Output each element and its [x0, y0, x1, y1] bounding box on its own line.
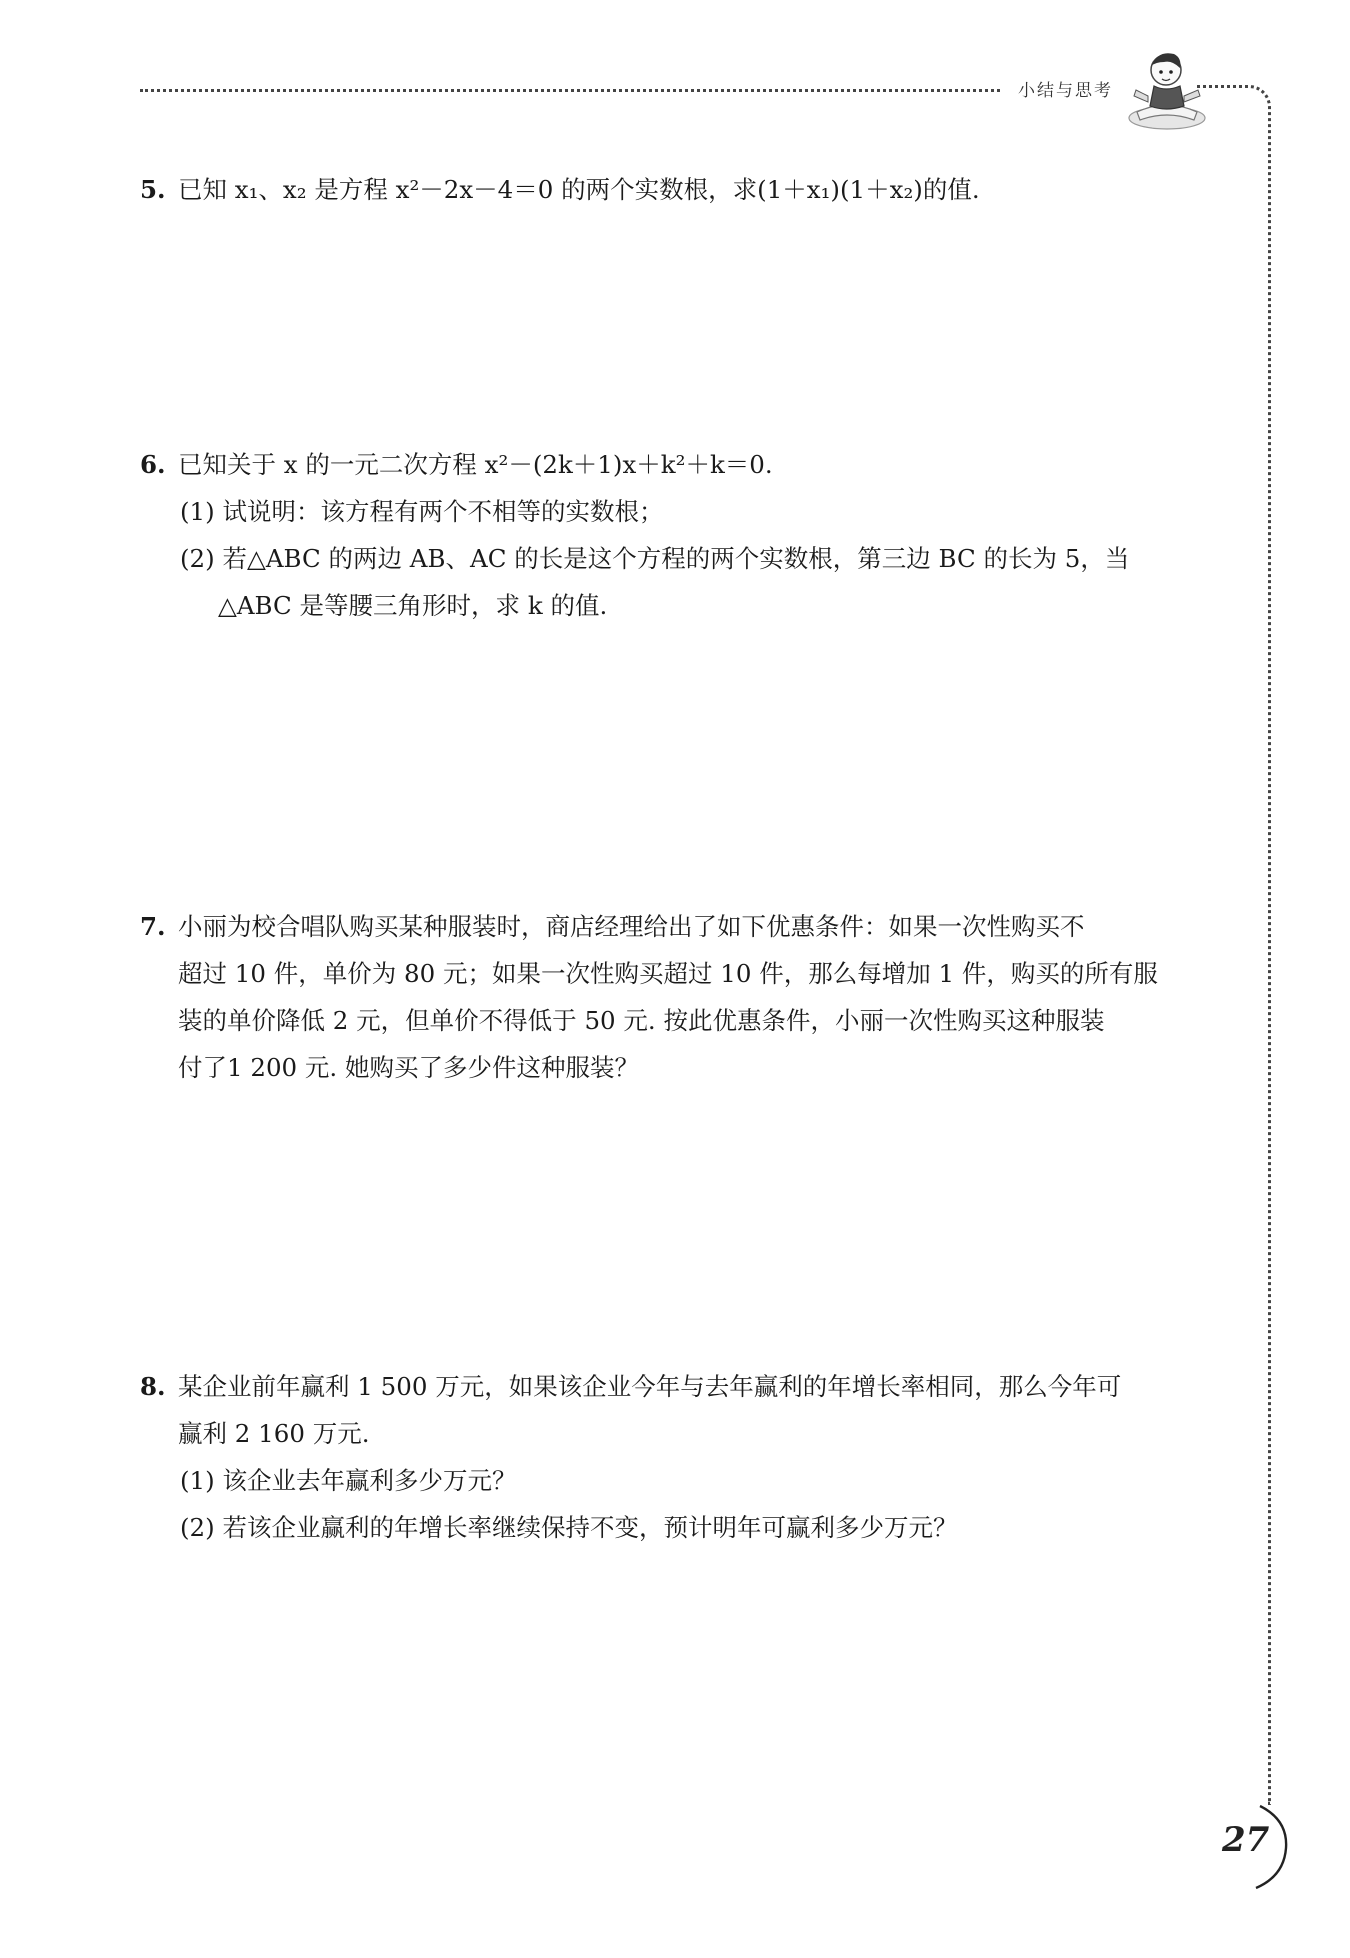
question-text-line: 付了1 200 元. 她购买了多少件这种服装？ [178, 1053, 640, 1082]
question-number: 8. [140, 1372, 166, 1401]
question-number: 7. [140, 912, 166, 941]
question-5 [140, 166, 1200, 213]
sub-question-2: (2) 若该企业赢利的年增长率继续保持不变，预计明年可赢利多少万元？ [180, 1513, 958, 1542]
question-text: 已知关于 x 的一元二次方程 x²－(2k＋1)x＋k²＋k＝0. [178, 450, 773, 479]
question-6 [140, 441, 1200, 629]
sub-question-2: (2) 若△ABC 的两边 AB、AC 的长是这个方程的两个实数根，第三边 BC 的长为 5，当 [180, 544, 1130, 573]
page-number: 27 [1222, 1820, 1270, 1860]
question-8 [140, 1363, 1200, 1551]
question-number: 5. [140, 175, 166, 204]
sub-question-2-continued: △ABC 是等腰三角形时，求 k 的值. [218, 591, 608, 620]
question-number: 6. [140, 450, 166, 479]
question-text: 已知 x₁、x₂ 是方程 x²－2x－4＝0 的两个实数根，求(1＋x₁)(1＋x₂)的值. [178, 175, 980, 204]
question-text-line: 装的单价降低 2 元，但单价不得低于 50 元. 按此优惠条件，小丽一次性购买这种服装 [178, 1006, 1105, 1035]
question-7 [140, 903, 1200, 1091]
question-text: 小丽为校合唱队购买某种服装时，商店经理给出了如下优惠条件：如果一次性购买不 [178, 912, 1085, 941]
section-title: 小结与思考 [1018, 81, 1113, 101]
header-dotted-rule [140, 89, 1000, 92]
sub-question-1: (1) 试说明：该方程有两个不相等的实数根； [180, 497, 664, 526]
sub-question-1: (1) 该企业去年赢利多少万元？ [180, 1466, 517, 1495]
question-text-line: 超过 10 件，单价为 80 元；如果一次性购买超过 10 件，那么每增加 1 件，购买的所有服 [178, 959, 1158, 988]
page-frame-dotted-border [1197, 85, 1271, 1805]
question-text: 某企业前年赢利 1 500 万元，如果该企业今年与去年赢利的年增长率相同，那么今年可 [178, 1372, 1122, 1401]
question-text-line: 赢利 2 160 万元. [178, 1419, 370, 1448]
